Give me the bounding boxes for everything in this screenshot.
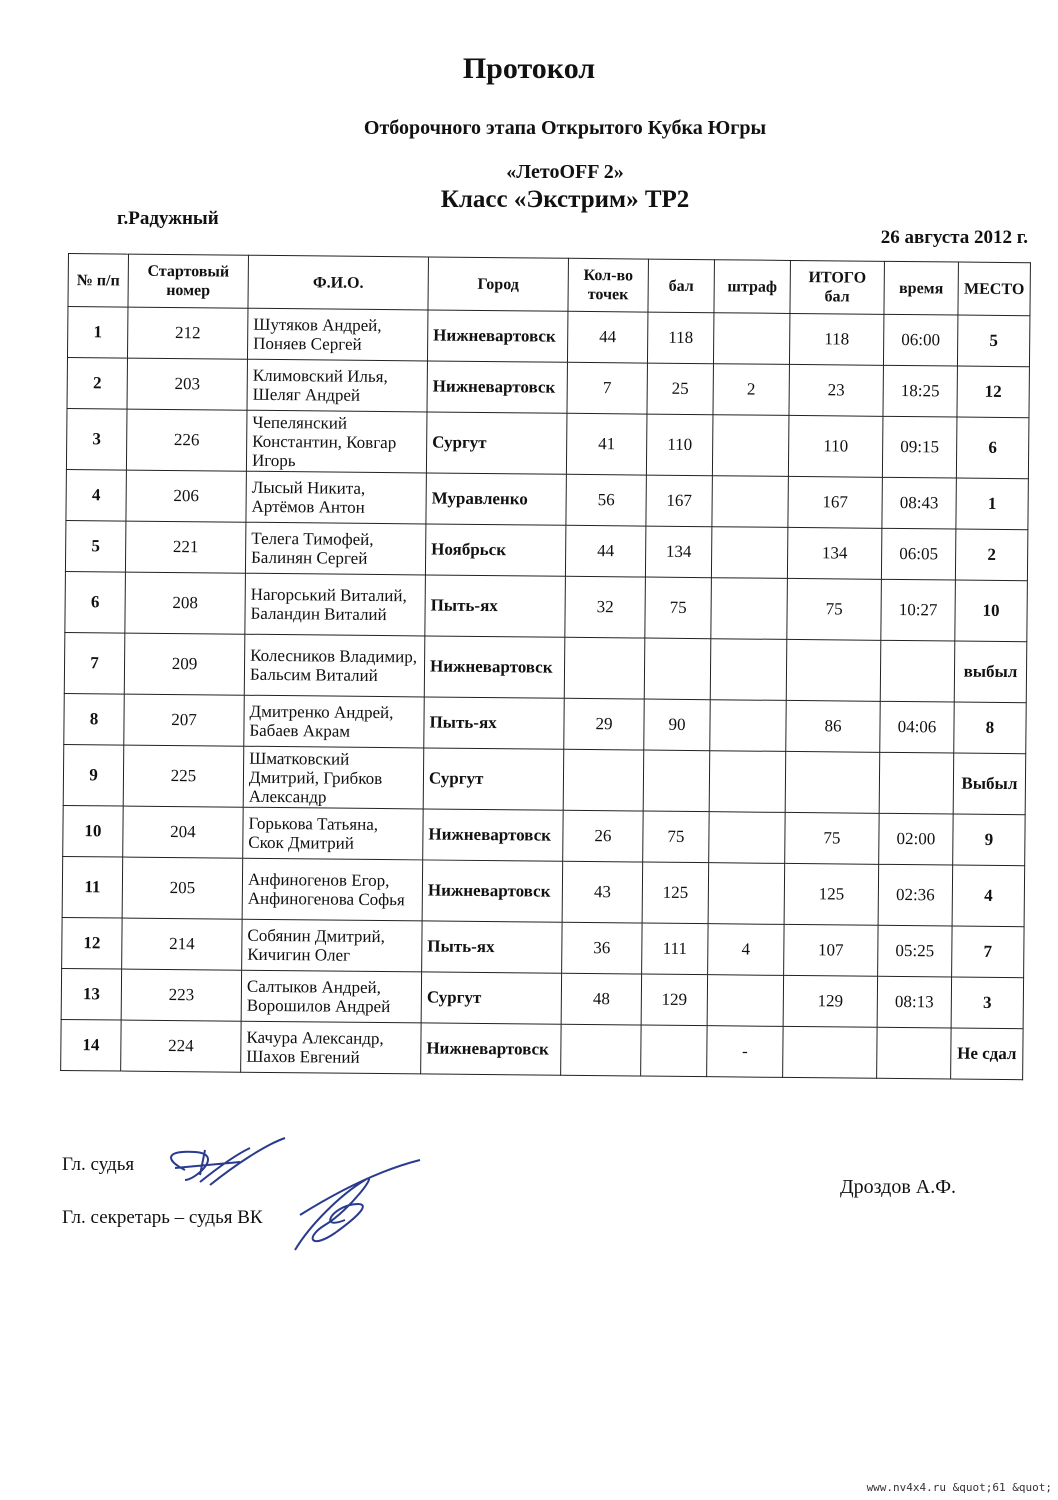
cell-num: 6: [65, 571, 126, 633]
table-row: [64, 632, 1027, 702]
table-row: [65, 520, 1027, 580]
table-row: [66, 408, 1029, 478]
cell-time: 05:25: [878, 925, 952, 977]
cell-num: 12: [62, 917, 122, 969]
cell-count: 36: [562, 922, 642, 974]
event-name: «ЛетоOFF 2»: [506, 161, 624, 183]
cell-start: 225: [123, 745, 244, 807]
cell-points: 25: [647, 363, 713, 415]
cell-fio: Чепелянский Константин, Ковгар Игорь: [246, 410, 427, 473]
cell-num: 13: [61, 968, 121, 1020]
cell-start: 204: [123, 806, 243, 858]
cell-points: [643, 750, 710, 812]
cell-fio: Климовский Илья, Шеляг Андрей: [247, 359, 427, 412]
cell-points: 118: [647, 312, 713, 364]
cell-city: Нижневартовск: [427, 310, 567, 362]
cell-count: 44: [567, 311, 647, 363]
cell-penalty: [710, 639, 787, 701]
cell-place: Не сдал: [951, 1028, 1023, 1080]
cell-total: [786, 639, 881, 701]
cell-fio: Нагорський Виталий, Баландин Виталий: [245, 573, 426, 636]
cell-city: Муравленко: [426, 473, 566, 525]
cell-points: 167: [646, 475, 712, 527]
cell-points: 125: [642, 862, 709, 924]
cell-city: Ноябрьск: [425, 524, 565, 576]
cell-total: 118: [789, 313, 883, 365]
cell-total: 86: [786, 700, 880, 752]
cell-total: 167: [788, 476, 882, 528]
cell-time: 08:13: [877, 976, 951, 1028]
cell-time: 04:06: [880, 701, 954, 753]
col-header-points-count: Кол-во точек: [568, 258, 649, 312]
col-header-place: МЕСТО: [958, 262, 1031, 316]
venue-city: г.Радужный: [117, 208, 219, 229]
col-header-time: время: [884, 261, 959, 315]
cell-start: 212: [127, 307, 247, 359]
cell-num: 3: [66, 408, 127, 470]
table-row: [66, 469, 1028, 529]
cell-time: [877, 1027, 951, 1079]
cell-count: [564, 637, 645, 699]
cell-count: [561, 1024, 641, 1076]
table-row: [62, 856, 1025, 926]
cell-total: 110: [788, 415, 883, 477]
cell-total: 75: [785, 812, 879, 864]
cell-time: 09:15: [882, 416, 957, 478]
cell-total: [783, 1026, 877, 1078]
cell-num: 14: [61, 1019, 121, 1071]
cell-place: 7: [952, 926, 1024, 978]
cell-points: [641, 1025, 707, 1077]
cell-penalty: [709, 812, 785, 864]
cell-city: Сургут: [421, 972, 561, 1024]
cell-points: [644, 638, 711, 700]
class-name: Класс «Экстрим» ТР2: [440, 186, 690, 213]
cell-points: 110: [646, 414, 713, 476]
col-header-start-number: Стартовый номер: [128, 254, 249, 308]
cell-count: 44: [565, 525, 645, 577]
cell-count: 29: [564, 698, 644, 750]
cell-num: 2: [67, 358, 127, 410]
event-date: 26 августа 2012 г.: [880, 227, 1028, 248]
cell-penalty: -: [707, 1026, 783, 1078]
cell-fio: Колесников Владимир, Бальсим Виталий: [244, 634, 425, 697]
cell-num: 8: [64, 693, 124, 745]
cell-fio: Телега Тимофей, Балинян Сергей: [245, 522, 425, 575]
cell-time: 06:00: [883, 314, 957, 366]
table-row: [62, 917, 1024, 977]
cell-penalty: [713, 313, 789, 365]
cell-start: 208: [125, 572, 246, 634]
cell-place: 3: [951, 977, 1023, 1029]
cell-place: 8: [954, 702, 1026, 754]
table-row: [67, 307, 1029, 367]
cell-city: Нижневартовск: [427, 361, 567, 413]
cell-total: 129: [783, 975, 877, 1027]
cell-city: Нижневартовск: [424, 636, 565, 698]
cell-city: Сургут: [423, 748, 564, 810]
cell-num: 7: [64, 632, 125, 694]
secretary-signature-icon: [280, 1155, 430, 1265]
chief-judge-label: Гл. судья: [62, 1154, 135, 1175]
cell-count: 41: [566, 413, 647, 475]
document-subtitle: Отборочного этапа Открытого Кубка Югры: [363, 117, 767, 139]
cell-points: 129: [641, 974, 707, 1026]
cell-start: 223: [121, 969, 241, 1021]
cell-fio: Дмитренко Андрей, Бабаев Акрам: [244, 695, 424, 748]
cell-start: 209: [124, 633, 245, 695]
cell-place: 10: [955, 580, 1028, 642]
cell-points: 111: [642, 923, 708, 975]
cell-fio: Шутяков Андрей, Поняев Сергей: [247, 308, 427, 361]
cell-fio: Салтыков Андрей, Ворошилов Андрей: [241, 970, 421, 1023]
cell-place: 12: [957, 366, 1029, 418]
cell-place: 5: [957, 315, 1029, 367]
cell-points: 134: [645, 526, 711, 578]
cell-city: Нижневартовск: [422, 860, 563, 922]
cell-time: [880, 640, 955, 702]
table-row: [61, 968, 1023, 1028]
cell-time: 18:25: [883, 365, 957, 417]
cell-num: 10: [63, 805, 123, 857]
cell-time: 02:00: [879, 813, 953, 865]
cell-start: 214: [122, 918, 242, 970]
cell-fio: Качура Александр, Шахов Евгений: [241, 1021, 421, 1074]
results-table: [60, 253, 1031, 1080]
cell-place: 9: [953, 814, 1025, 866]
cell-count: 26: [563, 810, 643, 862]
cell-num: 5: [65, 520, 125, 572]
table-row: [61, 1019, 1023, 1079]
cell-num: 1: [67, 307, 127, 359]
cell-count: 32: [565, 576, 646, 638]
cell-total: 107: [784, 924, 878, 976]
cell-penalty: [711, 578, 788, 640]
cell-penalty: [708, 863, 785, 925]
cell-fio: Лысый Никита, Артёмов Антон: [246, 471, 426, 524]
cell-start: 207: [124, 694, 244, 746]
cell-penalty: [707, 975, 783, 1027]
cell-time: 06:05: [881, 528, 955, 580]
table-row: [67, 358, 1029, 418]
cell-fio: Собянин Дмитрий, Кичигин Олег: [242, 919, 422, 972]
col-header-num: № п/п: [68, 254, 129, 308]
cell-city: Нижневартовск: [423, 809, 563, 861]
cell-time: 02:36: [878, 864, 953, 926]
col-header-penalty: штраф: [714, 260, 791, 314]
cell-place: 4: [952, 865, 1025, 927]
cell-penalty: [710, 700, 786, 752]
table-row: [65, 571, 1028, 641]
cell-total: 23: [789, 364, 883, 416]
cell-points: 75: [643, 811, 709, 863]
document-title: Протокол: [462, 52, 596, 85]
cell-start: 203: [127, 358, 247, 410]
cell-place: 1: [956, 478, 1028, 530]
cell-city: Сургут: [426, 412, 567, 474]
cell-total: [785, 751, 880, 813]
cell-penalty: [711, 527, 787, 579]
cell-time: [879, 752, 954, 814]
cell-city: Пыть-ях: [425, 575, 566, 637]
table-row: [64, 693, 1026, 753]
cell-num: 11: [62, 856, 123, 918]
chief-judge-name: Дроздов А.Ф.: [840, 1176, 957, 1198]
cell-time: 08:43: [882, 477, 956, 529]
cell-count: 7: [567, 362, 647, 414]
table-row: [63, 744, 1026, 814]
cell-start: 206: [126, 470, 246, 522]
col-header-fio: Ф.И.О.: [248, 255, 429, 310]
cell-start: 221: [125, 521, 245, 573]
cell-place: выбыл: [954, 641, 1027, 703]
table-header-row: [68, 254, 1030, 316]
cell-points: 90: [644, 699, 710, 751]
cell-count: 43: [562, 861, 643, 923]
cell-place: 2: [955, 529, 1027, 581]
cell-total: 125: [784, 863, 879, 925]
cell-penalty: 4: [708, 924, 784, 976]
cell-total: 75: [787, 578, 882, 640]
cell-city: Пыть-ях: [424, 697, 564, 749]
cell-city: Нижневартовск: [421, 1023, 561, 1075]
col-header-city: Город: [428, 257, 569, 311]
cell-count: 56: [566, 474, 646, 526]
cell-penalty: [709, 751, 786, 813]
cell-penalty: [712, 476, 788, 528]
cell-place: 6: [956, 417, 1029, 479]
col-header-total: ИТОГО бал: [790, 260, 885, 314]
cell-start: 205: [122, 857, 243, 919]
table-row: [63, 805, 1025, 865]
cell-fio: Анфиногенов Егор, Анфиногенова Софья: [242, 858, 423, 921]
cell-fio: Горькова Татьяна, Скок Дмитрий: [243, 807, 423, 860]
site-watermark: www.nv4x4.ru &quot;61 &quot;: [866, 1481, 1052, 1494]
col-header-score: бал: [648, 259, 715, 313]
cell-time: 10:27: [881, 579, 956, 641]
cell-penalty: 2: [713, 364, 789, 416]
cell-total: 134: [787, 527, 881, 579]
cell-city: Пыть-ях: [422, 921, 562, 973]
cell-num: 9: [63, 744, 124, 806]
cell-start: 224: [121, 1020, 241, 1072]
chief-secretary-label: Гл. секретарь – судья ВК: [62, 1207, 263, 1228]
cell-place: Выбыл: [953, 753, 1026, 815]
cell-points: 75: [645, 577, 712, 639]
cell-count: [563, 749, 644, 811]
cell-penalty: [712, 415, 789, 477]
cell-start: 226: [126, 409, 247, 471]
cell-num: 4: [66, 469, 126, 521]
cell-count: 48: [561, 973, 641, 1025]
cell-fio: Шматковский Дмитрий, Грибков Александр: [243, 746, 424, 809]
